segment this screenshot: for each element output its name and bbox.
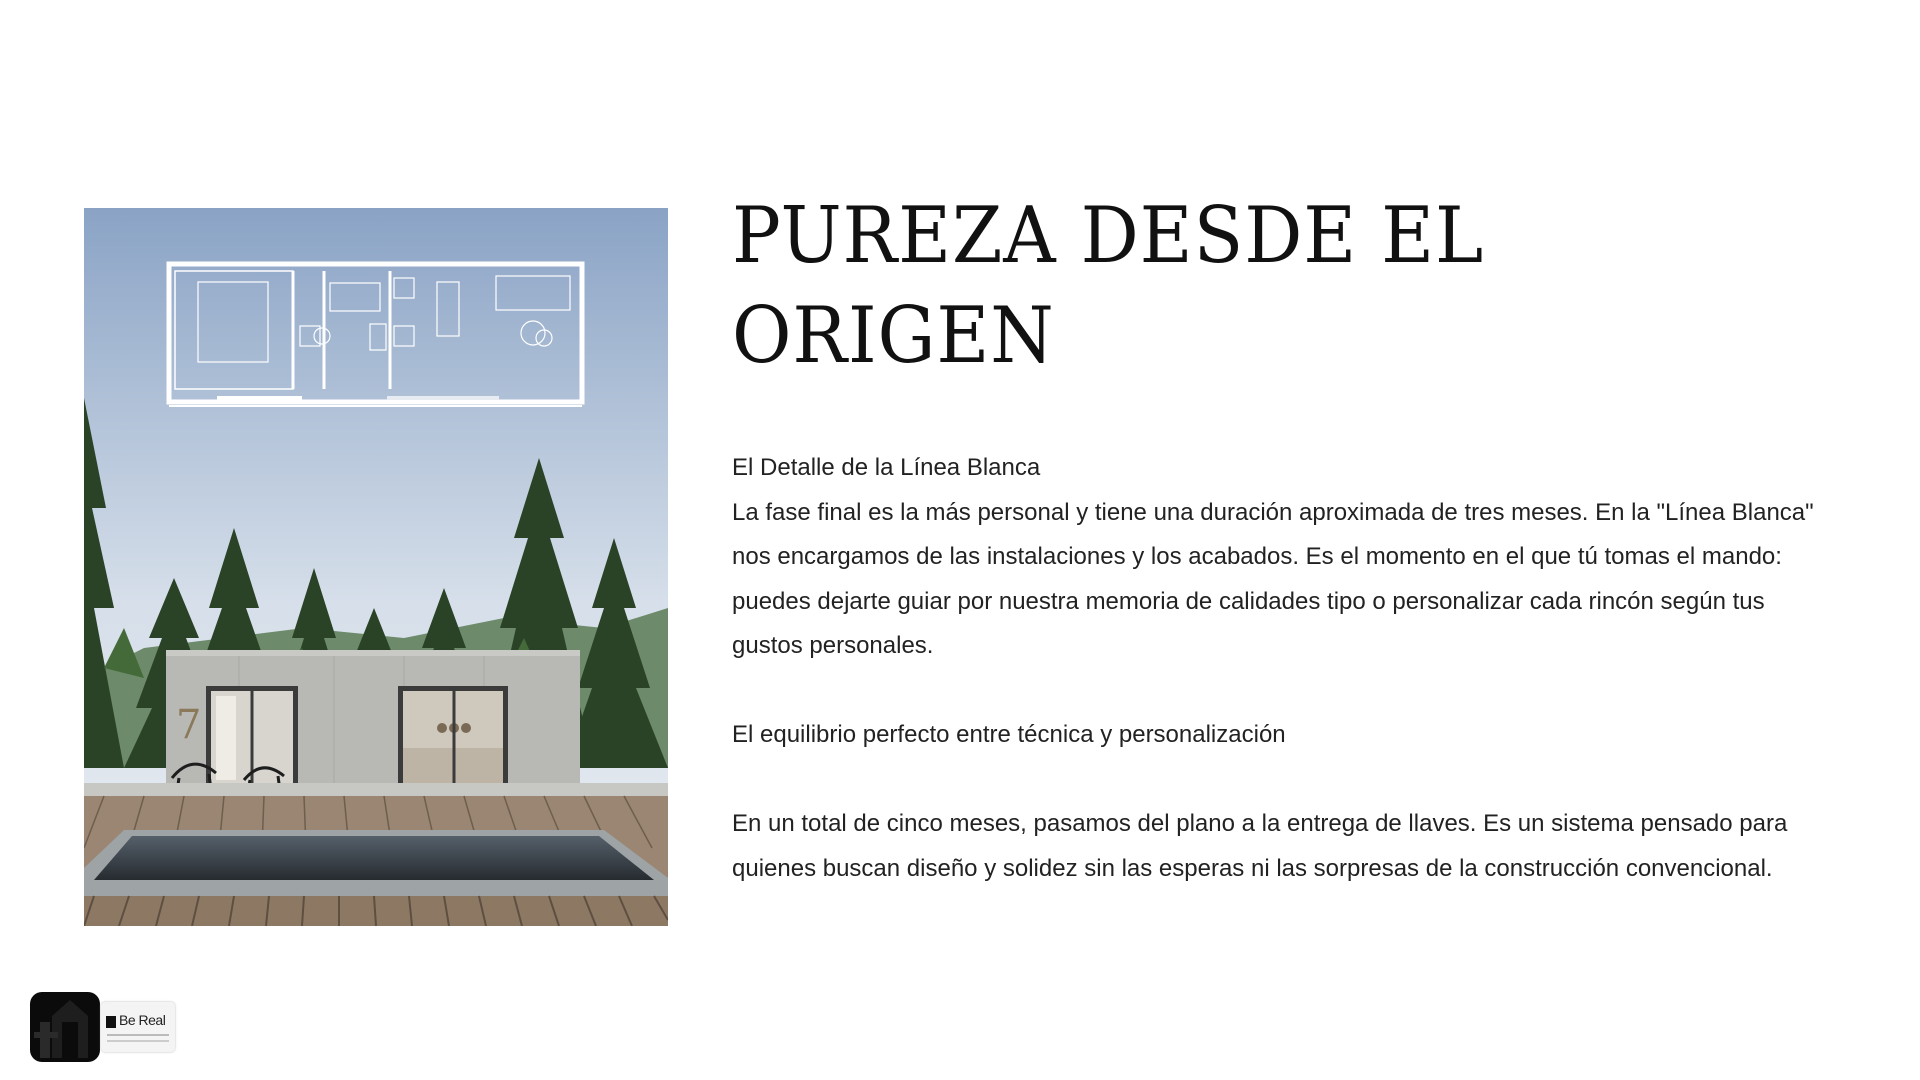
be-real-logo (101, 1002, 175, 1052)
slide-body (732, 446, 1822, 891)
section-heading-linea-blanca: El Detalle de la Línea Blanca (732, 454, 1041, 481)
tl-logo-icon (30, 992, 100, 1062)
logo-subline (107, 1040, 169, 1042)
slide-title: PUREZA DESDE EL ORIGEN (732, 191, 1485, 381)
svg-text:7: 7 (176, 702, 202, 748)
section-heading-equilibrio: El equilibrio perfecto entre técnica y personalización (732, 721, 1286, 748)
be-real-mark-icon (106, 1016, 116, 1028)
be-real-logo-text: Be Real (119, 1012, 166, 1028)
logo-subline (107, 1034, 169, 1036)
spacer (732, 669, 1822, 714)
house-render-image (84, 208, 668, 926)
spacer (732, 758, 1822, 803)
paragraph-cinco-meses: En un total de cinco meses, pasamos del plano a la entrega de llaves. Es un sistema pensado para quienes buscan diseño y solidez sin las esperas ni las sorpresas de la construcción convencional. (732, 810, 1788, 882)
paragraph-linea-blanca: La fase final es la más personal y tiene una duración aproximada de tres meses. En la "Línea Blanca" nos encargamos de las instalaciones y los acabados. Es el momento en el que tú tomas el mando: puedes dejarte guiar por nuestra memoria de calidades tipo o personalizar cada rincón según tus gustos personales. (732, 498, 1814, 659)
